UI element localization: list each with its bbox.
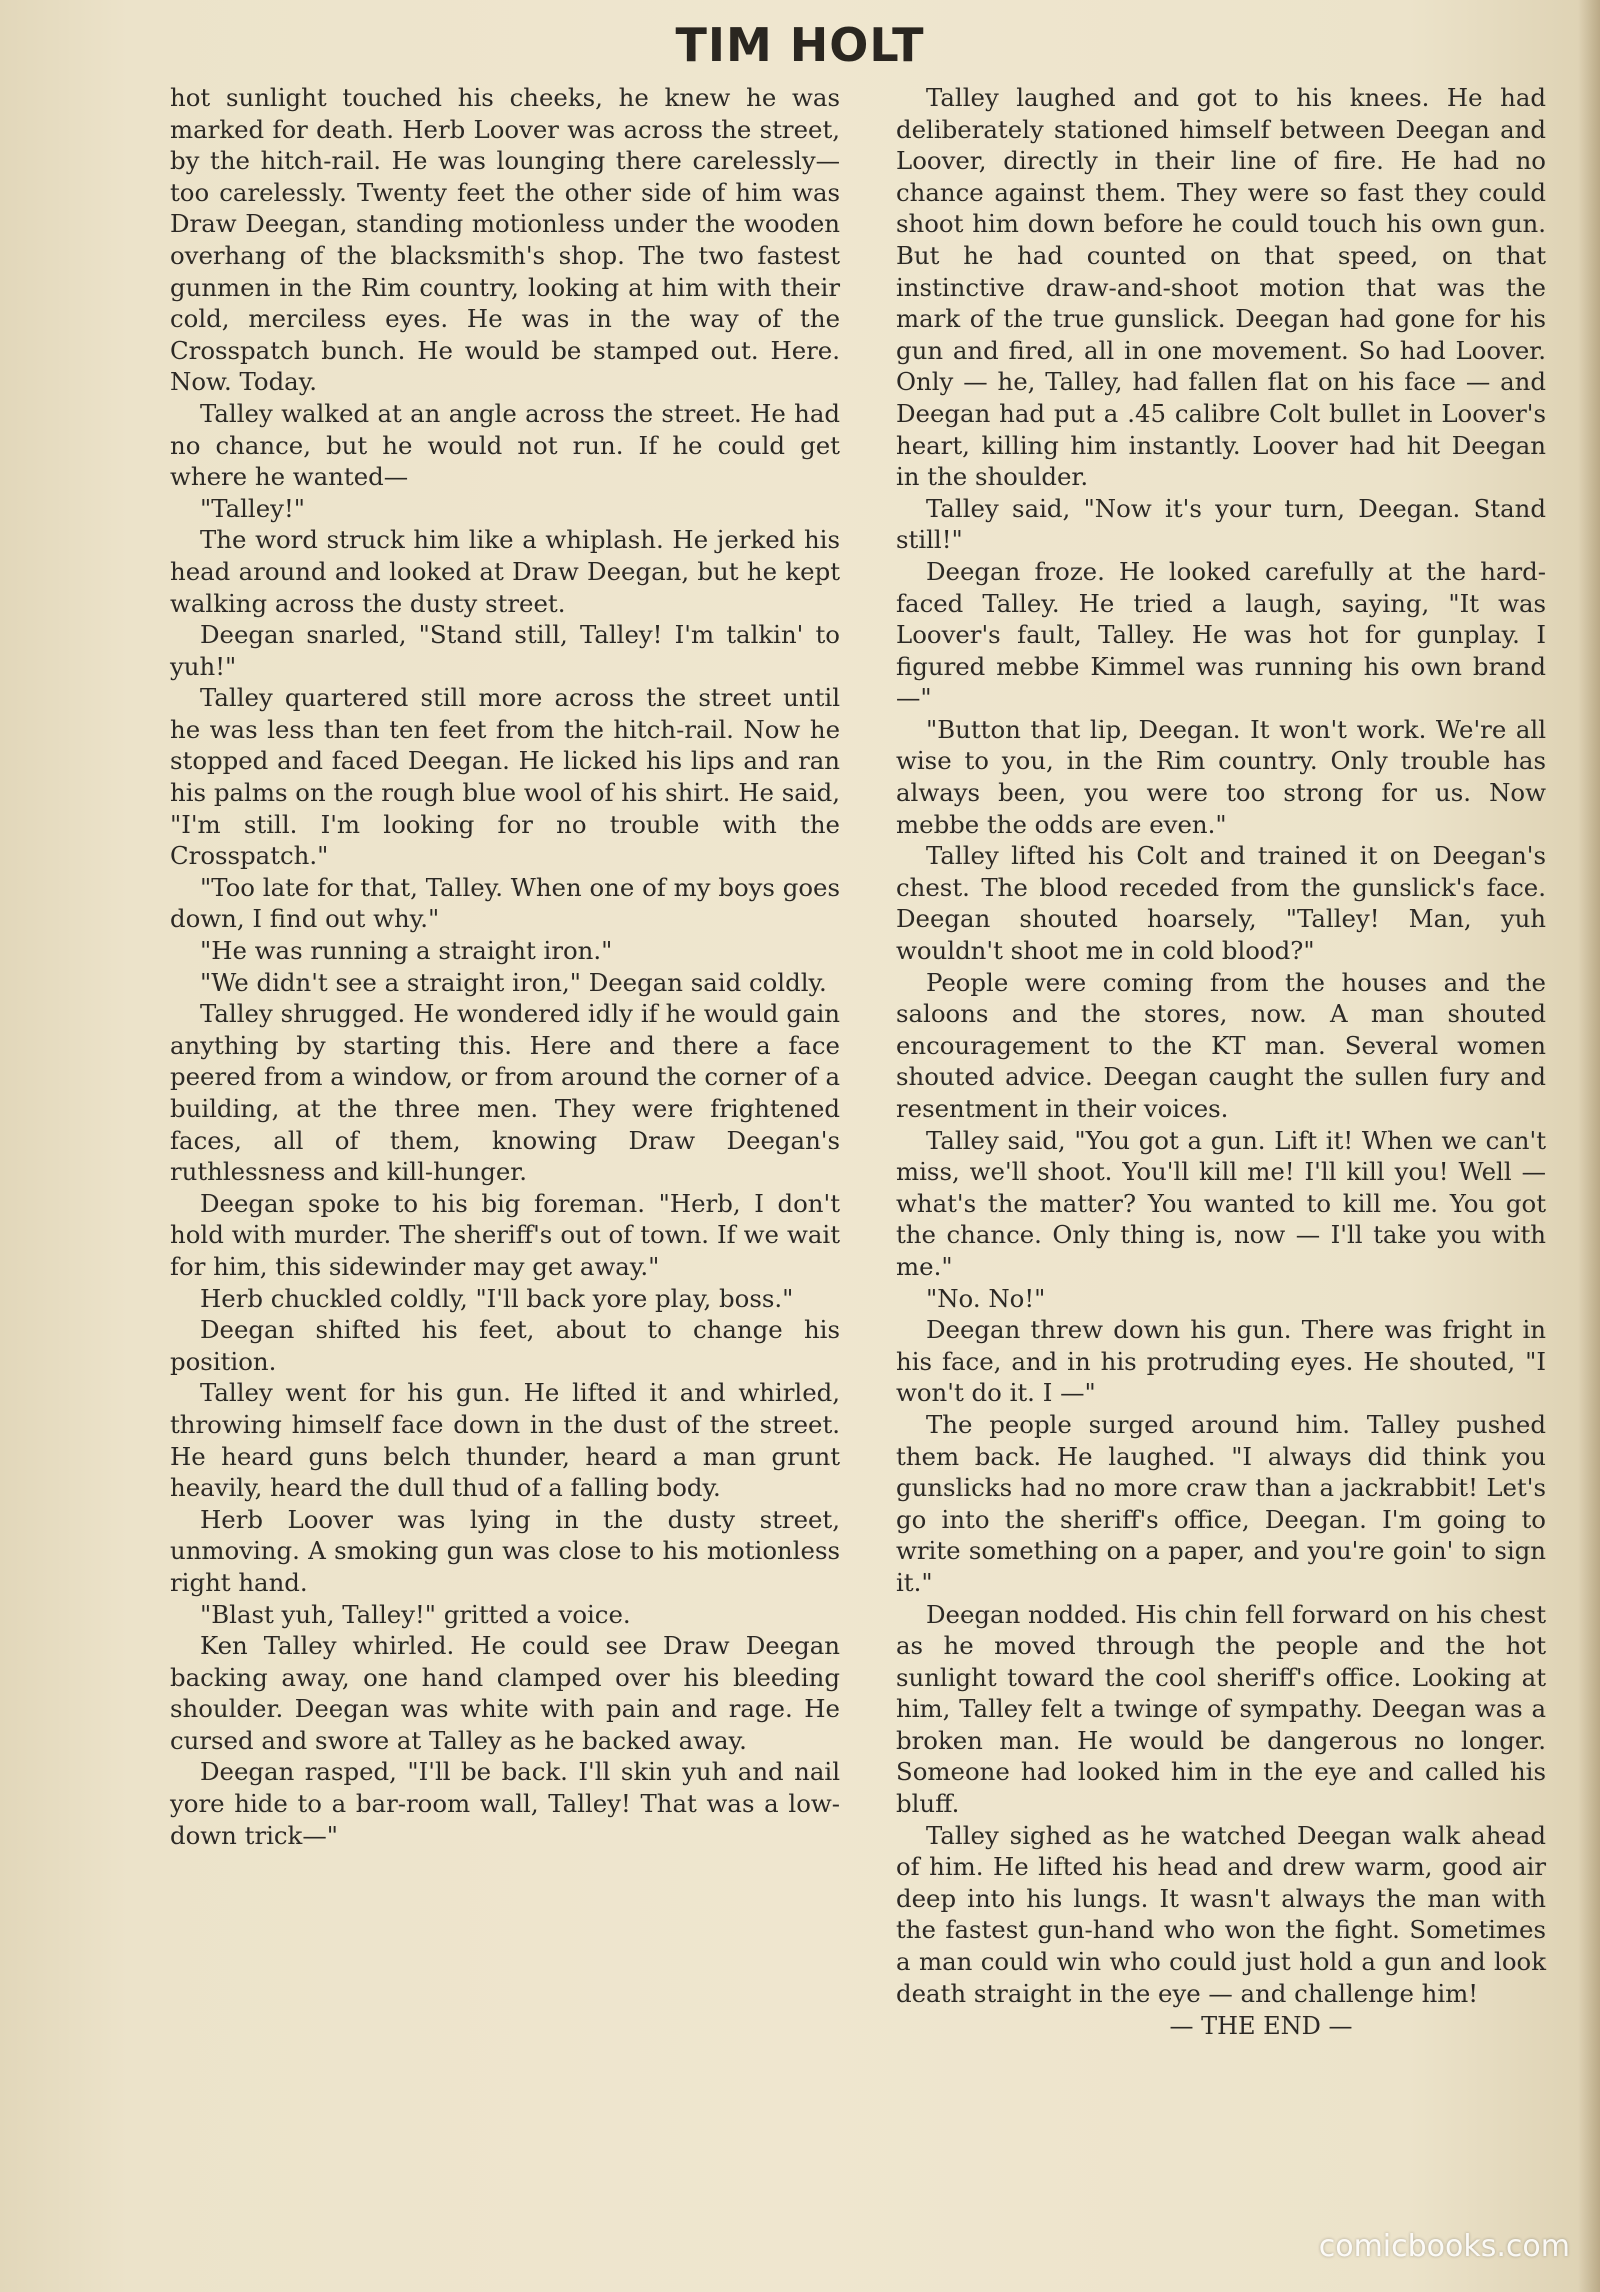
- paragraph: Talley went for his gun. He lifted it and whirled, throwing himself face down in the dust of the street. He heard guns belch thunder, heard a man grunt heavily, heard the dull thud of a falling body.: [170, 1378, 840, 1503]
- paragraph: Talley walked at an angle across the street. He had no chance, but he would not run. If he could get where he wanted—: [170, 398, 840, 492]
- paragraph: Talley lifted his Colt and trained it on Deegan's chest. The blood receded from the gunslick's face. Deegan shouted hoarsely, "Talley! Man, yuh wouldn't shoot me in cold blood?": [896, 841, 1546, 966]
- paragraph: Ken Talley whirled. He could see Draw Deegan backing away, one hand clamped over his bleeding shoulder. Deegan was white with pain and rage. He cursed and swore at Talley as he backed away.: [170, 1631, 840, 1755]
- paragraph: "Blast yuh, Talley!" gritted a voice.: [200, 1599, 631, 1629]
- paragraph: Talley said, "Now it's your turn, Deegan. Stand still!": [896, 493, 1546, 555]
- paragraph: The people surged around him. Talley pushed them back. He laughed. "I always did think you gunslicks had no more craw than a jackrabbit! Let's go into the sheriff's office, Deegan. I'm going to write something on a paper, and you're goin' to sign it.": [896, 1409, 1546, 1597]
- paragraph: "No. No!": [926, 1283, 1046, 1313]
- paragraph: Talley said, "You got a gun. Lift it! When we can't miss, we'll shoot. You'll kill me! I'll kill you! Well — what's the matter? You wanted to kill me. You got the chance. Only thing is, now — I'll take you with me.": [896, 1125, 1546, 1281]
- paragraph: "We didn't see a straight iron," Deegan said coldly.: [200, 967, 827, 997]
- page-title: TIM HOLT: [675, 18, 925, 72]
- paragraph: Deegan nodded. His chin fell forward on his chest as he moved through the people and the hot sunlight toward the cool sheriff's office. Looking at him, Talley felt a twinge of sympathy. Deegan was a broken man. He would be dangerous no longer. Someone had looked him in the eye and called his bluff.: [896, 1599, 1546, 1819]
- paragraph: Talley sighed as he watched Deegan walk ahead of him. He lifted his head and drew warm, good air deep into his lungs. It wasn't always the man with the fastest gun-hand who won the fight. Sometimes a man could win who could just hold a gun and look death straight in the eye — and challenge him!: [896, 1820, 1546, 2008]
- paragraph: Talley laughed and got to his knees. He had deliberately stationed himself between Deegan and Loover, directly in their line of fire. He had no chance against them. They were so fast they could shoot him down before he could touch his own gun. But he had counted on that speed, on that instinctive draw-and-shoot motion that was the mark of the true gunslick. Deegan had gone for his gun and fired, all in one movement. So had Loover. Only — he, Talley, had fallen flat on his face — and Deegan had put a .45 calibre Colt bullet in Loover's heart, killing him instantly. Loover had hit Deegan in the shoulder.: [896, 83, 1546, 492]
- paragraph: Talley shrugged. He wondered idly if he would gain anything by starting this. Here and there a face peered from a window, or from around the corner of a building, at the three men. They were frightened faces, all of them, knowing Draw Deegan's ruthlessness and kill-hunger.: [170, 999, 840, 1187]
- site-watermark: comicbooks.com: [1318, 2229, 1570, 2264]
- paragraph: Deegan threw down his gun. There was fright in his face, and in his protruding eyes. He shouted, "I won't do it. I —": [896, 1315, 1546, 1408]
- paragraph: Deegan shifted his feet, about to change his position.: [170, 1315, 840, 1376]
- paragraph: "Button that lip, Deegan. It won't work. We're all wise to you, in the Rim country. Only trouble has always been, you were too strong for us. Now mebbe the odds are even.": [896, 714, 1546, 839]
- paragraph: Deegan rasped, "I'll be back. I'll skin yuh and nail yore hide to a bar-room wall, Talley! That was a low-down trick—": [170, 1757, 840, 1850]
- left-column: [170, 82, 840, 1851]
- paragraph: Herb Loover was lying in the dusty street, unmoving. A smoking gun was close to his motionless right hand.: [170, 1504, 840, 1597]
- paragraph: People were coming from the houses and the saloons and the stores, now. A man shouted encouragement to the KT man. Several women shouted advice. Deegan caught the sullen fury and resentment in their voices.: [896, 967, 1546, 1123]
- paragraph: hot sunlight touched his cheeks, he knew he was marked for death. Herb Loover was across the street, by the hitch-rail. He was lounging there carelessly—too carelessly. Twenty feet the other side of him was Draw Deegan, standing motionless under the wooden overhang of the blacksmith's shop. The two fastest gunmen in the Rim country, looking at him with their cold, merciless eyes. He was in the way of the Crosspatch bunch. He would be stamped out. Here. Now. Today.: [170, 83, 840, 397]
- paragraph: The word struck him like a whiplash. He jerked his head around and looked at Draw Deegan, but he kept walking across the dusty street.: [170, 525, 840, 618]
- paragraph: Deegan froze. He looked carefully at the hard-faced Talley. He tried a laugh, saying, "It was Loover's fault, Talley. He was hot for gunplay. I figured mebbe Kimmel was running his own brand —": [896, 556, 1546, 713]
- paragraph: Deegan spoke to his big foreman. "Herb, I don't hold with murder. The sheriff's out of town. If we wait for him, this sidewinder may get away.": [170, 1188, 840, 1281]
- paragraph: "Too late for that, Talley. When one of my boys goes down, I find out why.": [170, 872, 840, 934]
- paragraph: "He was running a straight iron.": [200, 936, 613, 966]
- the-end-marker: — THE END —: [1169, 2012, 1353, 2041]
- right-column: [896, 82, 1546, 2043]
- paragraph: Talley quartered still more across the street until he was less than ten feet from the hitch-rail. Now he stopped and faced Deegan. He licked his lips and ran his palms on the rough blue wool of his shirt. He said, "I'm still. I'm looking for no trouble with the Crosspatch.": [170, 683, 840, 871]
- paragraph: Herb chuckled coldly, "I'll back yore play, boss.": [200, 1283, 794, 1313]
- paragraph: "Talley!": [200, 493, 305, 523]
- paragraph: Deegan snarled, "Stand still, Talley! I'm talkin' to yuh!": [170, 620, 840, 681]
